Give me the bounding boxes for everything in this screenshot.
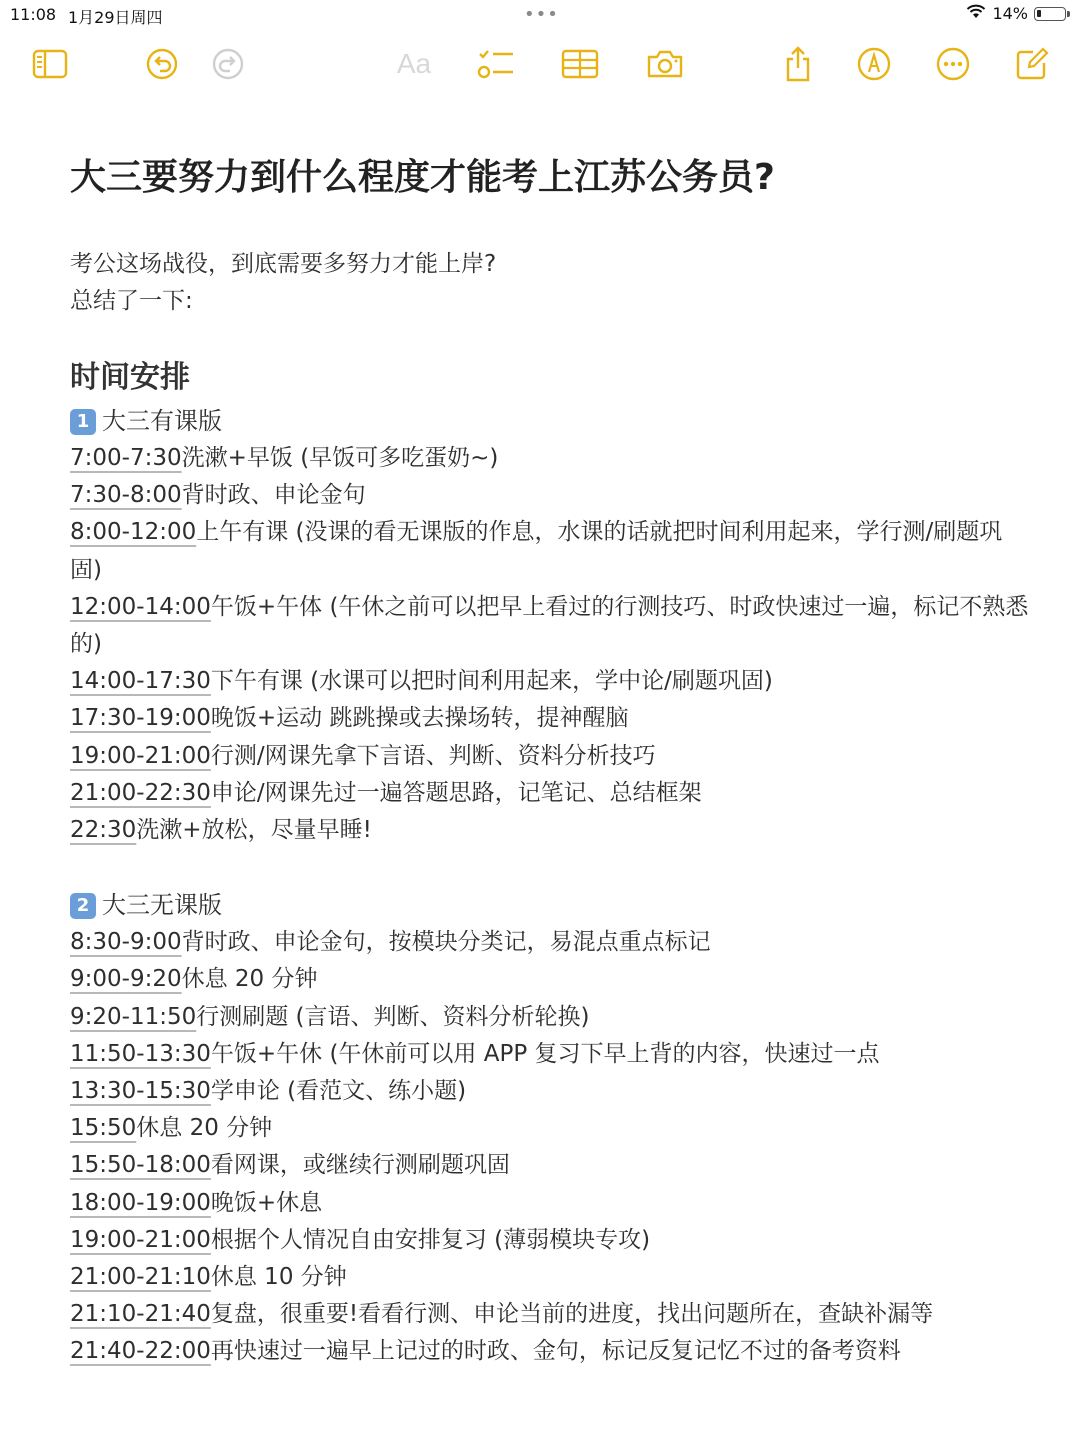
schedule-row <box>70 1147 1030 1184</box>
time-range: 7:00-7:30 <box>70 445 182 471</box>
time-range: 18:00-19:00 <box>70 1189 211 1216</box>
schedule-row <box>70 812 1030 849</box>
activity-text: 洗漱+早饭 (早饭可多吃蛋奶~) <box>181 445 499 471</box>
activity-text: 晚饭+运动 跳跳操或去操场转，提神醒脑 <box>210 705 629 732</box>
schedule-row <box>70 477 1030 514</box>
battery-icon <box>1034 7 1066 21</box>
markup-pen-icon[interactable] <box>856 40 892 88</box>
time-range: 15:50 <box>70 1115 137 1142</box>
number-keycap-icon: 1 <box>70 409 96 435</box>
time-range: 19:00-21:00 <box>70 742 211 769</box>
time-range: 7:30-8:00 <box>70 482 182 509</box>
time-range: 22:30 <box>70 817 137 844</box>
schedule-row <box>70 1185 1030 1222</box>
time-range: 11:50-13:30 <box>70 1040 211 1067</box>
schedule-row <box>70 1110 1030 1147</box>
intro-line: 考公这场战役，到底需要多努力才能上岸? <box>70 251 497 277</box>
intro-line: 总结了一下: <box>70 288 193 314</box>
schedule-row <box>70 961 1030 998</box>
section-spacer <box>70 849 1030 887</box>
battery-percent: 14% <box>992 4 1028 23</box>
activity-text: 根据个人情况自由安排复习 (薄弱模块专攻) <box>210 1226 651 1253</box>
activity-text: 下午有课 (水课可以把时间利用起来，学中论/刷题巩固) <box>210 668 773 695</box>
time-range: 21:00-22:30 <box>70 779 211 806</box>
activity-text: 休息 20 分钟 <box>136 1115 273 1142</box>
schedule-row <box>70 440 1030 477</box>
schedule-row <box>70 700 1030 737</box>
camera-icon[interactable] <box>644 40 686 88</box>
text-format-icon[interactable]: Aa <box>396 48 432 79</box>
schedule-row <box>70 663 1030 700</box>
undo-icon[interactable] <box>144 40 180 88</box>
activity-text: 学申论 (看范文、练小题) <box>210 1078 467 1105</box>
multitasking-dots[interactable]: ••• <box>524 4 559 25</box>
activity-text: 午饭+午体 (午休之前可以把早上看过的行测技巧、时政快速过一遍，标记不熟悉的) <box>70 593 1029 658</box>
status-bar <box>0 0 1080 28</box>
status-right <box>966 4 1066 23</box>
time-range: 21:40-22:00 <box>70 1338 211 1365</box>
schedule-version-label <box>70 887 1030 924</box>
note-body[interactable] <box>70 150 1030 1371</box>
schedule-row <box>70 738 1030 775</box>
time-range: 19:00-21:00 <box>70 1226 211 1253</box>
schedule-row <box>70 999 1030 1036</box>
activity-text: 休息 20 分钟 <box>181 966 318 993</box>
schedule-row <box>70 775 1030 812</box>
intro <box>70 246 1030 320</box>
schedule-row <box>70 1333 1030 1370</box>
time-range: 15:50-18:00 <box>70 1152 211 1179</box>
schedule-row <box>70 1073 1030 1110</box>
time-range: 8:00-12:00 <box>70 519 197 546</box>
schedule-row <box>70 924 1030 961</box>
activity-text: 申论/网课先过一遍答题思路，记笔记、总结框架 <box>210 779 702 806</box>
number-keycap-icon: 2 <box>70 893 96 919</box>
activity-text: 看网课，或继续行测刷题巩固 <box>210 1152 510 1179</box>
activity-text: 再快速过一遍早上记过的时政、金句，标记反复记忆不过的备考资料 <box>210 1338 901 1365</box>
activity-text: 上午有课 (没课的看无课版的作息，水课的话就把时间利用起来，学行测/刷题巩固) <box>70 519 1003 583</box>
activity-text: 行测刷题 (言语、判断、资料分析轮换) <box>196 1003 590 1030</box>
time-range: 13:30-15:30 <box>70 1078 211 1105</box>
activity-text: 午饭+午休 (午休前可以用 APP 复习下早上背的内容，快速过一点 <box>210 1040 880 1067</box>
schedule-sections <box>70 403 1030 1371</box>
section-heading: 时间安排 <box>70 360 190 395</box>
schedule-row <box>70 1259 1030 1296</box>
activity-text: 洗漱+放松，尽量早睡! <box>136 817 372 844</box>
schedule-row <box>70 1296 1030 1333</box>
schedule-version-label <box>70 403 1030 440</box>
schedule-row <box>70 1036 1030 1073</box>
activity-text: 晚饭+休息 <box>210 1189 323 1216</box>
redo-icon[interactable] <box>210 40 246 88</box>
note-title: 大三要努力到什么程度才能考上江苏公务员? <box>70 157 775 198</box>
schedule-row <box>70 514 1030 588</box>
share-icon[interactable] <box>780 40 816 88</box>
more-icon[interactable] <box>935 40 971 88</box>
time-range: 21:00-21:10 <box>70 1264 211 1291</box>
activity-text: 背时政、申论金句 <box>181 482 366 509</box>
time-range: 14:00-17:30 <box>70 668 211 695</box>
activity-text: 休息 10 分钟 <box>210 1264 347 1291</box>
time-range: 8:30-9:00 <box>70 929 182 956</box>
version-label-text: 大三有课版 <box>102 407 222 435</box>
schedule-row <box>70 589 1030 663</box>
schedule-row <box>70 1222 1030 1259</box>
table-icon[interactable] <box>560 40 600 88</box>
status-date: 1月29日周四 <box>68 8 163 27</box>
time-range: 9:00-9:20 <box>70 966 182 993</box>
activity-text: 复盘，很重要!看看行测、申论当前的进度，找出问题所在，查缺补漏等 <box>210 1301 934 1328</box>
wifi-icon <box>966 4 986 23</box>
activity-text: 行测/网课先拿下言语、判断、资料分析技巧 <box>210 742 656 769</box>
status-time: 11:08 <box>10 5 57 24</box>
activity-text: 背时政、申论金句，按模块分类记，易混点重点标记 <box>181 929 711 956</box>
time-range: 9:20-11:50 <box>70 1003 197 1030</box>
sidebar-icon[interactable] <box>30 40 70 88</box>
time-range: 12:00-14:00 <box>70 593 211 620</box>
version-label-text: 大三无课版 <box>102 891 222 920</box>
time-range: 21:10-21:40 <box>70 1301 211 1328</box>
notes-toolbar <box>0 40 1080 90</box>
compose-icon[interactable] <box>1014 40 1050 88</box>
checklist-icon[interactable] <box>476 40 516 88</box>
time-range: 17:30-19:00 <box>70 705 211 732</box>
